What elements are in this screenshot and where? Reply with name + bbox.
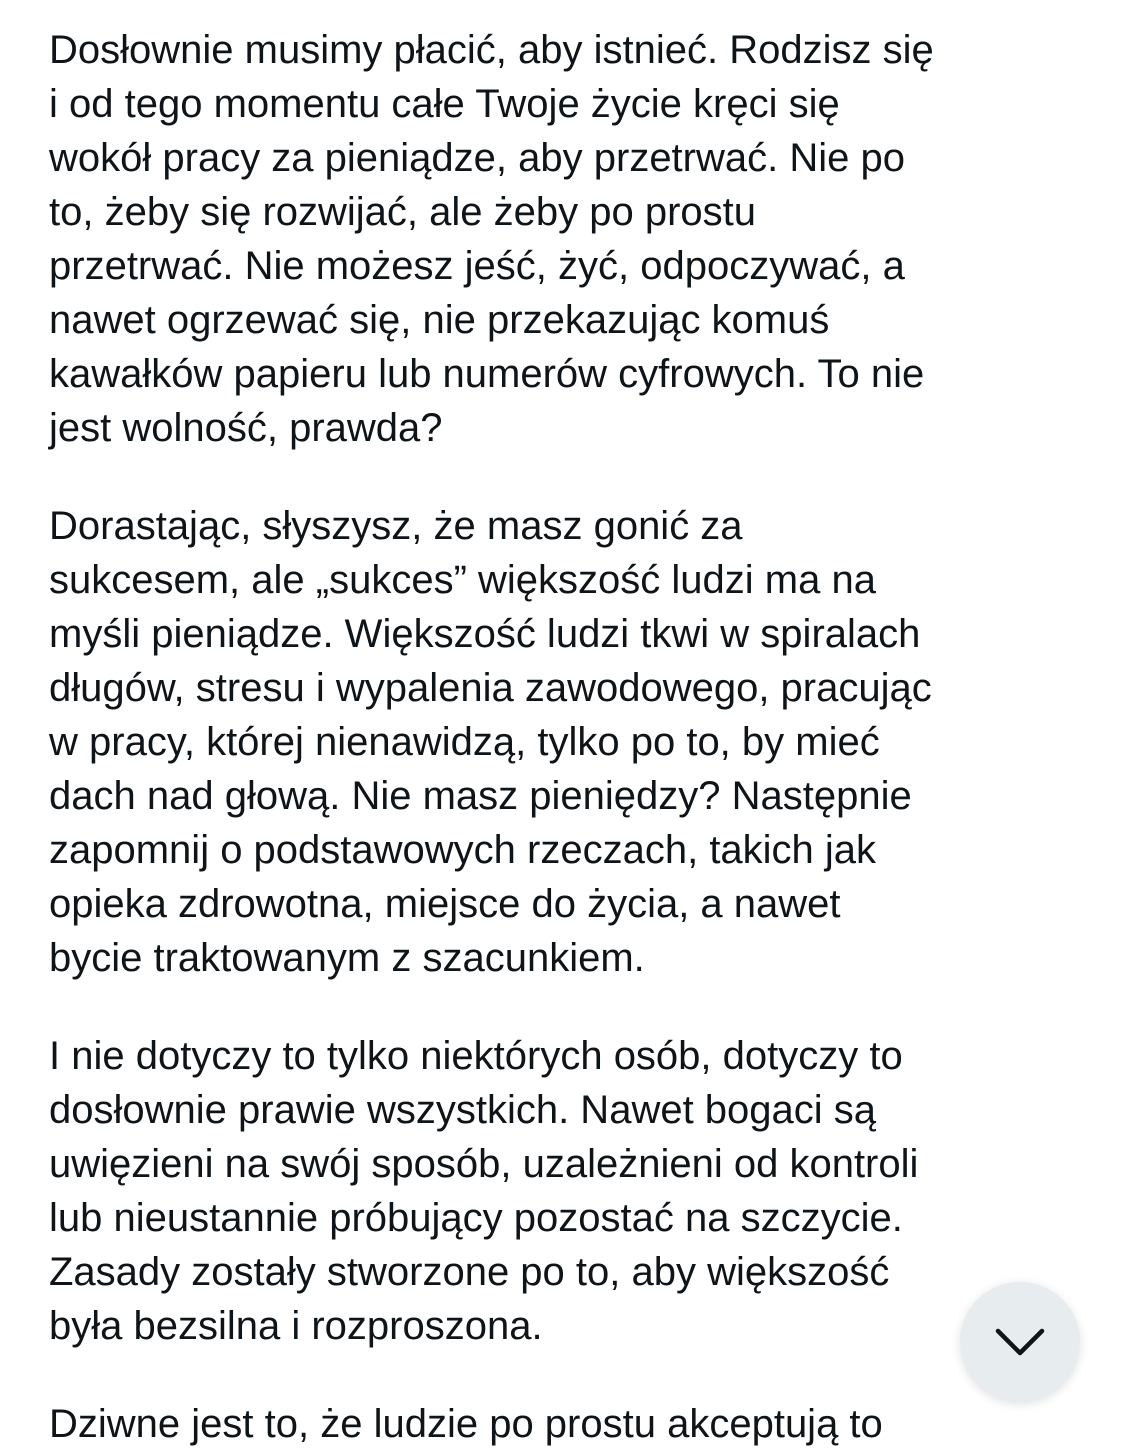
chevron-down-icon <box>994 1327 1046 1357</box>
paragraph-3: I nie dotyczy to tylko niektórych osób, dotyczy to dosłownie prawie wszystkich. Nawet bogaci są uwięzieni na swój sposób, uzależnieni od kontroli lub nieustannie próbujący pozostać na szczycie. Zasady zostały stworzone po to, aby większość była bezsilna i rozproszona. <box>49 1034 919 1348</box>
paragraph-4: Dziwne jest to, że ludzie po prostu akceptują to <box>49 1402 883 1446</box>
scroll-down-button[interactable] <box>960 1282 1080 1402</box>
paragraph-1: Dosłownie musimy płacić, aby istnieć. Rodzisz się i od tego momentu całe Twoje życie kręci się wokół pracy za pieniądze, aby przetrwać. Nie po to, żeby się rozwijać, ale żeby po prostu przetrwać. Nie możesz jeść, żyć, odpoczywać, a nawet ogrzewać się, nie przekazując komuś kawałków papieru lub numerów cyfrowych. To nie jest wolność, prawda? <box>49 28 934 450</box>
paragraph-2: Dorastając, słyszysz, że masz gonić za sukcesem, ale „sukces” większość ludzi ma na myśli pieniądze. Większość ludzi tkwi w spiralach długów, stresu i wypalenia zawodowego, pracując w pracy, której nienawidzą, tylko po to, by mieć dach nad głową. Nie masz pieniędzy? Następnie zapomnij o podstawowych rzeczach, takich jak opieka zdrowotna, miejsce do życia, a nawet bycie traktowanym z szacunkiem. <box>49 504 932 980</box>
article-body <box>49 23 1089 1451</box>
